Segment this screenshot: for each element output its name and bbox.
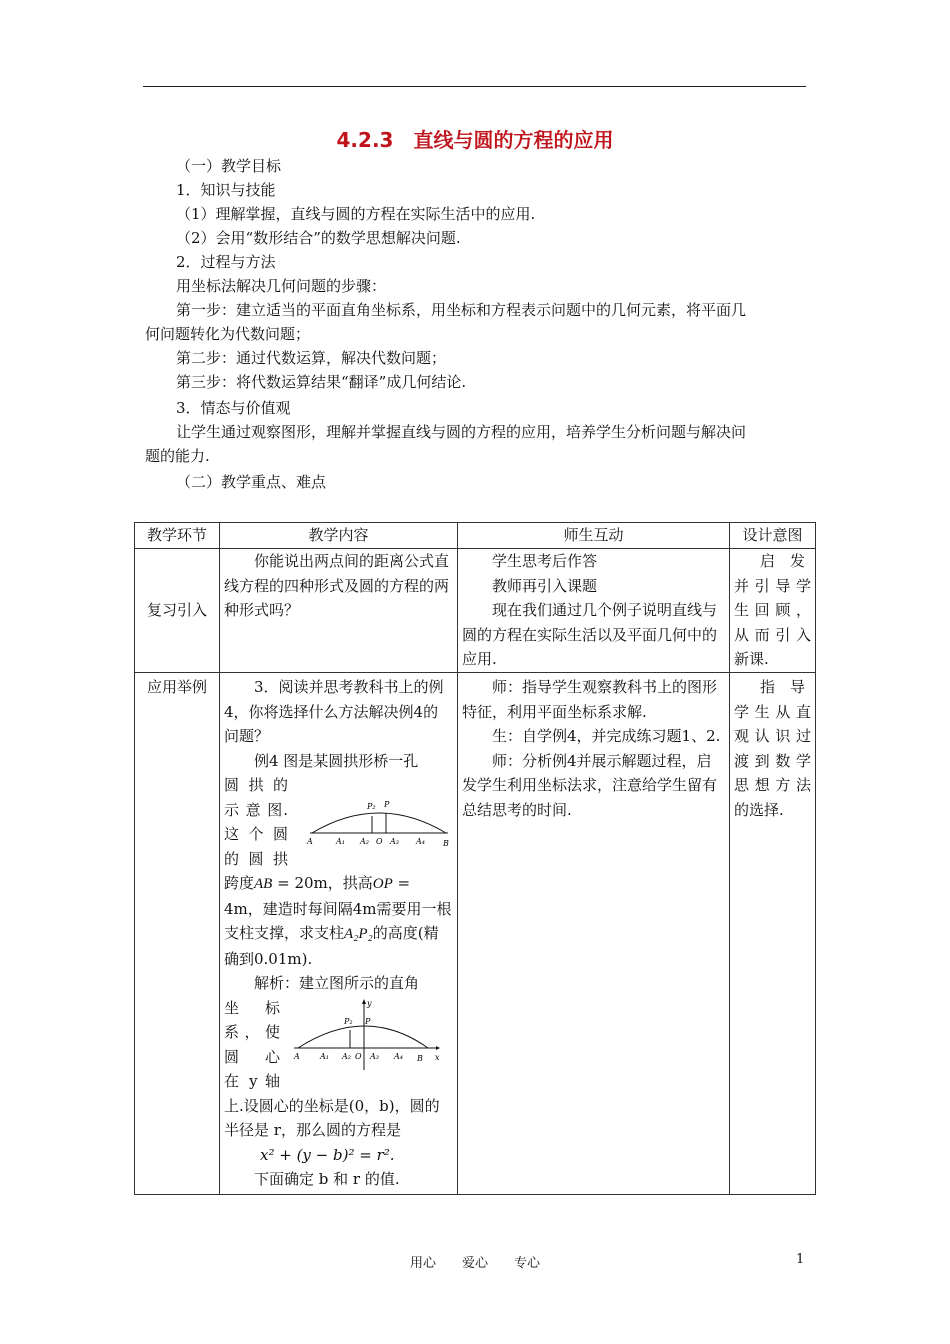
intent-line: 观认识过: [734, 727, 811, 745]
label-y: y: [367, 998, 372, 1008]
subsection-heading: 1．知识与技能: [176, 181, 276, 199]
label-p2: P₂: [367, 802, 376, 811]
label-a: A: [307, 837, 313, 846]
table-row: [135, 549, 816, 673]
intent-line: 渡到数学: [734, 751, 811, 770]
interaction-line: 师：指导学生观察教科书上的图形特征，利用平面坐标系求解.: [462, 678, 718, 721]
wrap-line: 示 意 图.: [224, 800, 288, 819]
label-a3: A₃: [390, 837, 399, 846]
interaction-line: 学生思考后作答: [492, 552, 598, 570]
header-intent: 设计意图: [730, 523, 816, 549]
example-figure-block: [224, 773, 453, 871]
circle-equation: x² + (y − b)² = r².: [260, 1145, 395, 1164]
section-heading: （二）教学重点、难点: [176, 473, 327, 491]
lesson-plan-table: [134, 522, 816, 1195]
var-op: OP: [372, 876, 393, 892]
interaction-line: 师：分析例4并展示解题过程，启发学生利用坐标法求，注意给学生留有总结思考的时间.: [462, 751, 718, 819]
body-line: （1）理解掌握，直线与圆的方程在实际生活中的应用.: [176, 205, 536, 223]
intent-line: 启 发: [759, 552, 805, 570]
coordinate-figure: [290, 996, 442, 1070]
intent-line: 思想方法: [734, 776, 811, 794]
label-b: B: [417, 1053, 423, 1063]
label-a4: A₄: [394, 1051, 403, 1061]
body-line: 用坐标法解决几何问题的步骤：: [176, 277, 387, 295]
wrap-line: 在 y 轴: [224, 1072, 280, 1090]
intent-line: 学生从直: [734, 702, 811, 721]
interaction-line: 现在我们通过几个例子说明直线与圆的方程在实际生活以及平面几何中的应用.: [462, 601, 718, 668]
text-run: = 4m，建造时每间隔4m需要用一根支柱支撑，求支柱: [224, 874, 452, 942]
header-content: 教学内容: [220, 523, 458, 549]
label-o: O: [376, 837, 383, 846]
table-row: [135, 673, 816, 1195]
label-x: x: [435, 1052, 440, 1062]
body-line: 第一步：建立适当的平面直角坐标系，用坐标和方程表示问题中的几何元素，将平面几: [176, 301, 747, 319]
label-a2: A₂: [360, 837, 369, 846]
interaction-line: 生：自学例4，并完成练习题1、2.: [492, 727, 721, 745]
body-line: （2）会用“数形结合”的数学思想解决问题.: [176, 229, 461, 247]
label-a1: A₁: [320, 1051, 329, 1061]
intent-cell: [730, 673, 816, 1195]
var-a2p2: A₂P₂: [344, 926, 373, 942]
example-line: 例4 图是某圆拱形桥一孔: [254, 751, 419, 770]
text-run: = 20m，拱高: [272, 874, 373, 892]
body-line: 题的能力.: [145, 447, 210, 465]
label-o: O: [355, 1051, 362, 1061]
header-stage: 教学环节: [135, 523, 220, 549]
page-title: 4.2.3 直线与圆的方程的应用: [336, 128, 614, 152]
intent-line: 指 导: [759, 678, 805, 696]
interaction-cell: [458, 673, 730, 1195]
stage-cell: 应用举例: [135, 673, 220, 1195]
intent-line: 从而引入: [734, 625, 811, 644]
subsection-heading: 2．过程与方法: [176, 253, 276, 271]
body-line: 第二步：通过代数运算，解决代数问题；: [176, 349, 447, 367]
page-number: 1: [796, 1252, 805, 1267]
intent-line: 并引导学: [734, 576, 811, 595]
example-wrap-text: [224, 773, 306, 871]
intent-line: 的选择.: [734, 800, 784, 819]
example-intro: 3．阅读并思考教科书上的例4，你将选择什么方法解决例4的问题？: [224, 678, 444, 745]
label-p: P: [365, 1016, 371, 1026]
header-interaction: 师生互动: [458, 523, 730, 549]
interaction-line: 教师再引入课题: [492, 576, 598, 595]
arch-bridge-figure: [306, 797, 452, 857]
wrap-line: 圆 心: [224, 1047, 280, 1066]
label-p: P: [384, 800, 390, 809]
example-rest: [224, 871, 453, 971]
wrap-line: 圆 拱 的: [224, 776, 288, 794]
intent-line: 新课.: [734, 650, 769, 668]
label-a1: A₁: [336, 837, 345, 846]
body-line: 何问题转化为代数问题；: [145, 325, 311, 343]
wrap-line: 系，使: [224, 1023, 280, 1041]
label-b: B: [443, 839, 449, 848]
content-cell: [220, 673, 458, 1195]
label-a4: A₄: [416, 837, 425, 846]
label-a3: A₃: [370, 1051, 379, 1061]
label-p2: P₂: [344, 1016, 353, 1026]
text-run: 的高度(精确到0.01m).: [224, 924, 439, 968]
subsection-heading: 3．情态与价值观: [176, 399, 291, 417]
section-heading: （一）教学目标: [176, 157, 282, 175]
var-ab: AB: [254, 876, 273, 892]
content-cell: 你能说出两点间的距离公式直线方程的四种形式及圆的方程的两种形式吗？: [220, 549, 458, 673]
wrap-line: 的 圆 拱: [224, 849, 288, 868]
wrap-line: 坐 标: [224, 998, 280, 1017]
interaction-cell: [458, 549, 730, 673]
analysis-wrap-text: [224, 996, 296, 1094]
body-line: 让学生通过观察图形，理解并掌握直线与圆的方程的应用，培养学生分析问题与解决问: [176, 423, 747, 441]
text-run: 跨度: [224, 874, 255, 892]
label-a: A: [294, 1051, 300, 1061]
stage-cell: 复习引入: [135, 549, 220, 673]
header-rule: [143, 86, 806, 87]
table-header-row: [135, 523, 816, 549]
analysis-line: 解析：建立图所示的直角: [254, 974, 420, 992]
label-a2: A₂: [342, 1051, 351, 1061]
wrap-line: 这 个 圆: [224, 825, 288, 843]
intent-line: 生回顾，: [734, 601, 811, 619]
analysis-rest: 上.设圆心的坐标是(0，b)，圆的半径是 r，那么圆的方程是: [224, 1096, 440, 1139]
body-line: 第三步：将代数运算结果“翻译”成几何结论.: [176, 373, 467, 391]
intent-cell: [730, 549, 816, 673]
final-line: 下面确定 b 和 r 的值.: [254, 1170, 400, 1188]
footer-slogan: 用心 爱心 专心: [409, 1256, 540, 1271]
analysis-figure-block: [224, 996, 453, 1094]
